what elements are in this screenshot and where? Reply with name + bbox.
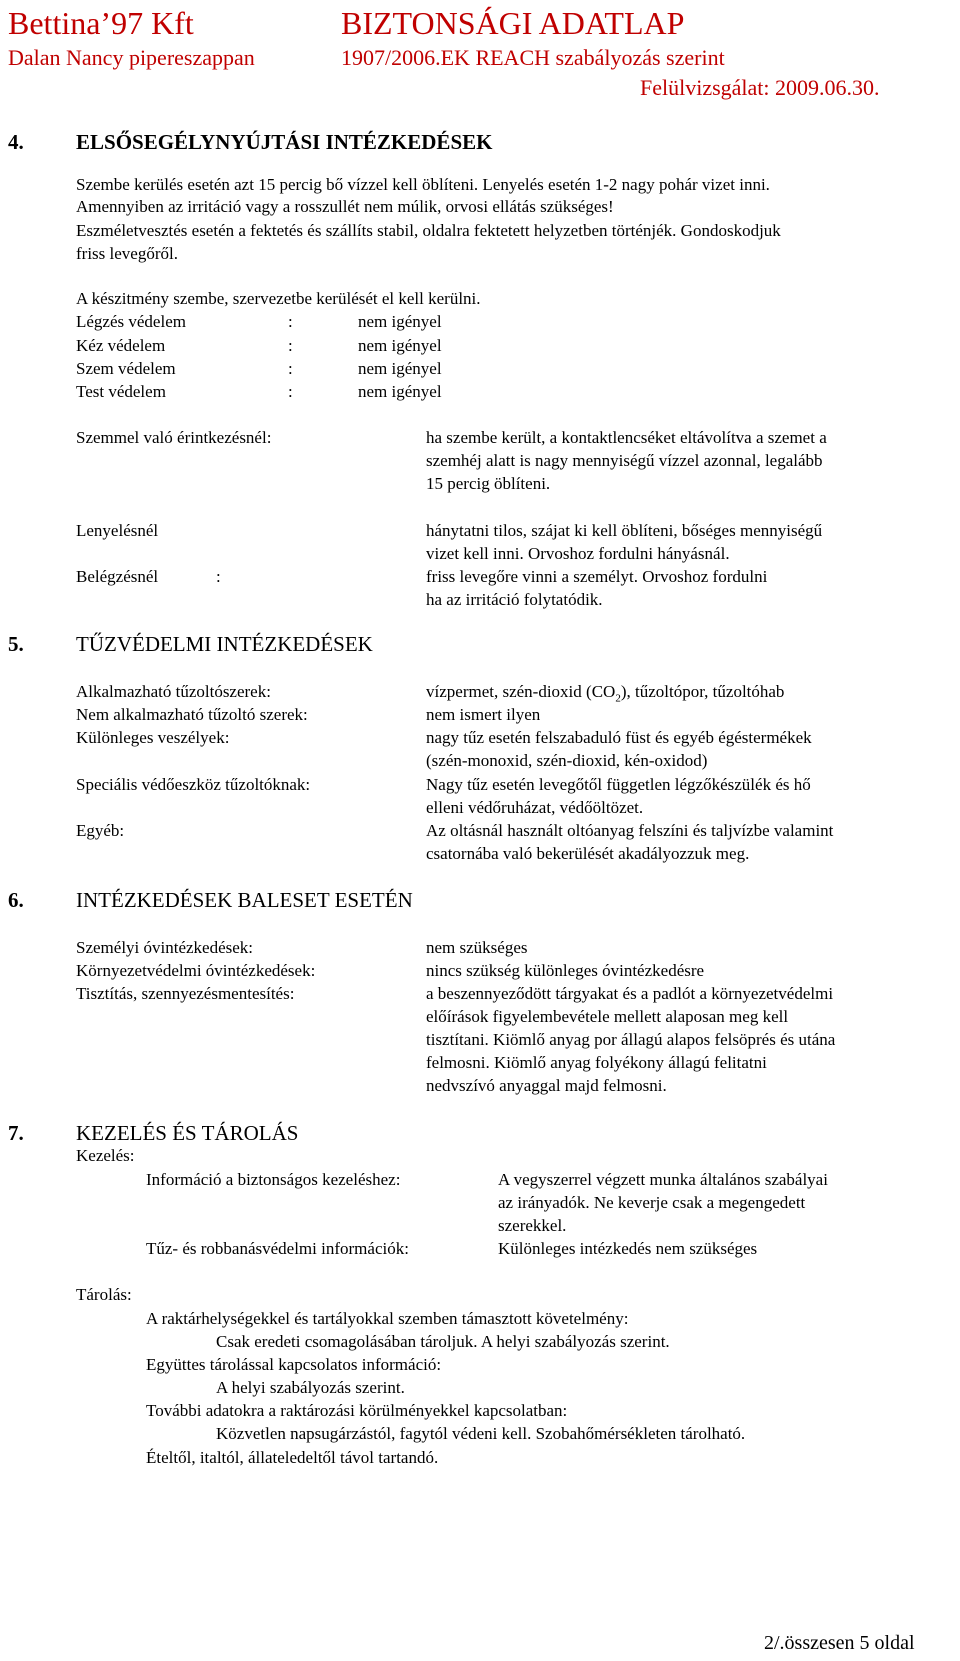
protection-value: nem igényel	[358, 382, 442, 401]
protection-value: nem igényel	[358, 359, 442, 378]
cleaning-text: előírások figyelembevétele mellett alaposan meg kell	[426, 1007, 789, 1026]
inhale-text: ha az irritáció folytatódik.	[426, 590, 603, 609]
environmental-precautions-label: Környezetvédelmi óvintézkedések:	[76, 961, 316, 980]
cleaning-text: nedvszívó anyaggal majd felmosni.	[426, 1076, 667, 1095]
section-4-title: ELSŐSEGÉLYNYÚJTÁSI INTÉZKEDÉSEK	[76, 130, 493, 154]
protection-sep: :	[288, 359, 293, 378]
inhale-label: Belégzésnél	[76, 567, 159, 586]
s4-paragraph-2: Amennyiben az irritáció vagy a rosszullét nem múlik, orvosi ellátás szükséges!	[76, 197, 614, 216]
storage-detail: Csak eredeti csomagolásában tároljuk. A helyi szabályozás szerint.	[216, 1332, 670, 1351]
personal-precautions-label: Személyi óvintézkedések:	[76, 938, 254, 957]
protection-value: nem igényel	[358, 336, 442, 355]
storage-detail: A helyi szabályozás szerint.	[216, 1378, 405, 1397]
cleaning-text: felmosni. Kiömlő anyag folyékony állagú felitatni	[426, 1053, 767, 1072]
fire-protection-label: Tűz- és robbanásvédelmi információk:	[146, 1239, 409, 1258]
storage-item: További adatokra a raktározási körülményekkel kapcsolatban:	[146, 1401, 568, 1420]
special-hazards-text: nagy tűz esetén felszabaduló füst és egyéb égéstermékek	[426, 728, 812, 747]
cleaning-label: Tisztítás, szennyezésmentesítés:	[76, 984, 295, 1003]
eye-contact-text: ha szembe került, a kontaktlencséket eltávolítva a szemet a	[426, 428, 827, 447]
special-hazards-label: Különleges veszélyek:	[76, 728, 230, 747]
eye-contact-label: Szemmel való érintkezésnél:	[76, 428, 272, 447]
inhale-text: friss levegőre vinni a személyt. Orvoshoz fordulni	[426, 567, 768, 586]
cleaning-text: a beszennyeződött tárgyakat és a padlót a környezetvédelmi	[426, 984, 834, 1003]
section-7-title: KEZELÉS ÉS TÁROLÁS	[76, 1121, 299, 1145]
firefighter-equipment-text: Nagy tűz esetén levegőtől független légzőkészülék és hő	[426, 775, 811, 794]
section-5-number: 5.	[8, 632, 24, 656]
product-name: Dalan Nancy pipereszappan	[8, 45, 255, 70]
personal-precautions-value: nem szükséges	[426, 938, 528, 957]
s4-paragraph-1: Szembe kerülés esetén azt 15 percig bő vízzel kell öblíteni. Lenyelés esetén 1-2 nagy pohár vizet inni.	[76, 175, 770, 194]
fire-protection-value: Különleges intézkedés nem szükséges	[498, 1239, 758, 1258]
s4-paragraph-5: A készitmény szembe, szervezetbe kerülését el kell kerülni.	[76, 289, 481, 308]
cleaning-text: tisztítani. Kiömlő anyag por állagú alapos felsöprés és utána	[426, 1030, 836, 1049]
s4-paragraph-3: Eszméletvesztés esetén a fektetés és szállíts stabil, oldalra fektetett helyzetben történjék. Gondoskodjuk	[76, 221, 781, 240]
document-title: BIZTONSÁGI ADATLAP	[341, 5, 685, 41]
other-text: Az oltásnál használt oltóanyag felszíni és taljvízbe valamint	[426, 821, 834, 840]
firefighter-equipment-label: Speciális védőeszköz tűzoltóknak:	[76, 775, 311, 794]
section-6-number: 6.	[8, 888, 24, 912]
section-7-number: 7.	[8, 1121, 24, 1145]
eye-contact-text: szemhéj alatt is nagy mennyiségű vízzel azonnal, legalább	[426, 451, 823, 470]
handling-heading: Kezelés:	[76, 1146, 135, 1165]
storage-heading: Tárolás:	[76, 1285, 132, 1304]
storage-item: A raktárhelységekkel és tartályokkal szemben támasztott követelmény:	[146, 1309, 629, 1328]
page-number: 2/.összesen 5 oldal	[764, 1632, 915, 1654]
eye-contact-text: 15 percig öblíteni.	[426, 474, 551, 493]
protection-label: Szem védelem	[76, 359, 176, 378]
protection-sep: :	[288, 382, 293, 401]
extinguisher-label: Alkalmazható tűzoltószerek:	[76, 682, 271, 701]
protection-sep: :	[288, 336, 293, 355]
other-text: csatornába való bekerülését akadályozzuk meg.	[426, 844, 750, 863]
inhale-sep: :	[216, 567, 221, 586]
swallow-text: vizet kell inni. Orvoshoz fordulni hányásnál.	[426, 544, 730, 563]
swallow-label: Lenyelésnél	[76, 521, 159, 540]
protection-label: Test védelem	[76, 382, 166, 401]
section-4-number: 4.	[8, 130, 24, 154]
unsuitable-extinguisher-value: nem ismert ilyen	[426, 705, 541, 724]
section-5-title: TŰZVÉDELMI INTÉZKEDÉSEK	[76, 632, 373, 656]
safe-handling-text: szerekkel.	[498, 1216, 567, 1235]
environmental-precautions-value: nincs szükség különleges óvintézkedésre	[426, 961, 705, 980]
protection-value: nem igényel	[358, 312, 442, 331]
regulation-line: 1907/2006.EK REACH szabályozás szerint	[341, 45, 725, 70]
section-6-title: INTÉZKEDÉSEK BALESET ESETÉN	[76, 888, 413, 912]
storage-item: Együttes tárolással kapcsolatos információ:	[146, 1355, 442, 1374]
safe-handling-text: A vegyszerrel végzett munka általános szabályai	[498, 1170, 828, 1189]
firefighter-equipment-text: elleni védőruházat, védőöltözet.	[426, 798, 644, 817]
special-hazards-text: (szén-monoxid, szén-dioxid, kén-oxidod)	[426, 751, 708, 770]
revision-date: Felülvizsgálat: 2009.06.30.	[640, 75, 880, 100]
company-name: Bettina’97 Kft	[8, 5, 194, 41]
other-label: Egyéb:	[76, 821, 125, 840]
safe-handling-label: Információ a biztonságos kezeléshez:	[146, 1170, 401, 1189]
safe-handling-text: az irányadók. Ne keverje csak a megengedett	[498, 1193, 806, 1212]
s4-paragraph-4: friss levegőről.	[76, 244, 178, 263]
extinguisher-value: vízpermet, szén-dioxid $(CO_2)$, tűzoltópor, tűzoltóhab	[426, 682, 785, 705]
storage-item: Ételtől, italtól, állateledeltől távol tartandó.	[146, 1448, 439, 1467]
swallow-text: hánytatni tilos, szájat ki kell öblíteni, bőséges mennyiségű	[426, 521, 823, 540]
storage-detail: Közvetlen napsugárzástól, fagytól védeni kell. Szobahőmérsékleten tárolható.	[216, 1424, 746, 1443]
protection-sep: :	[288, 312, 293, 331]
protection-label: Légzés védelem	[76, 312, 186, 331]
unsuitable-extinguisher-label: Nem alkalmazható tűzoltó szerek:	[76, 705, 308, 724]
protection-label: Kéz védelem	[76, 336, 166, 355]
